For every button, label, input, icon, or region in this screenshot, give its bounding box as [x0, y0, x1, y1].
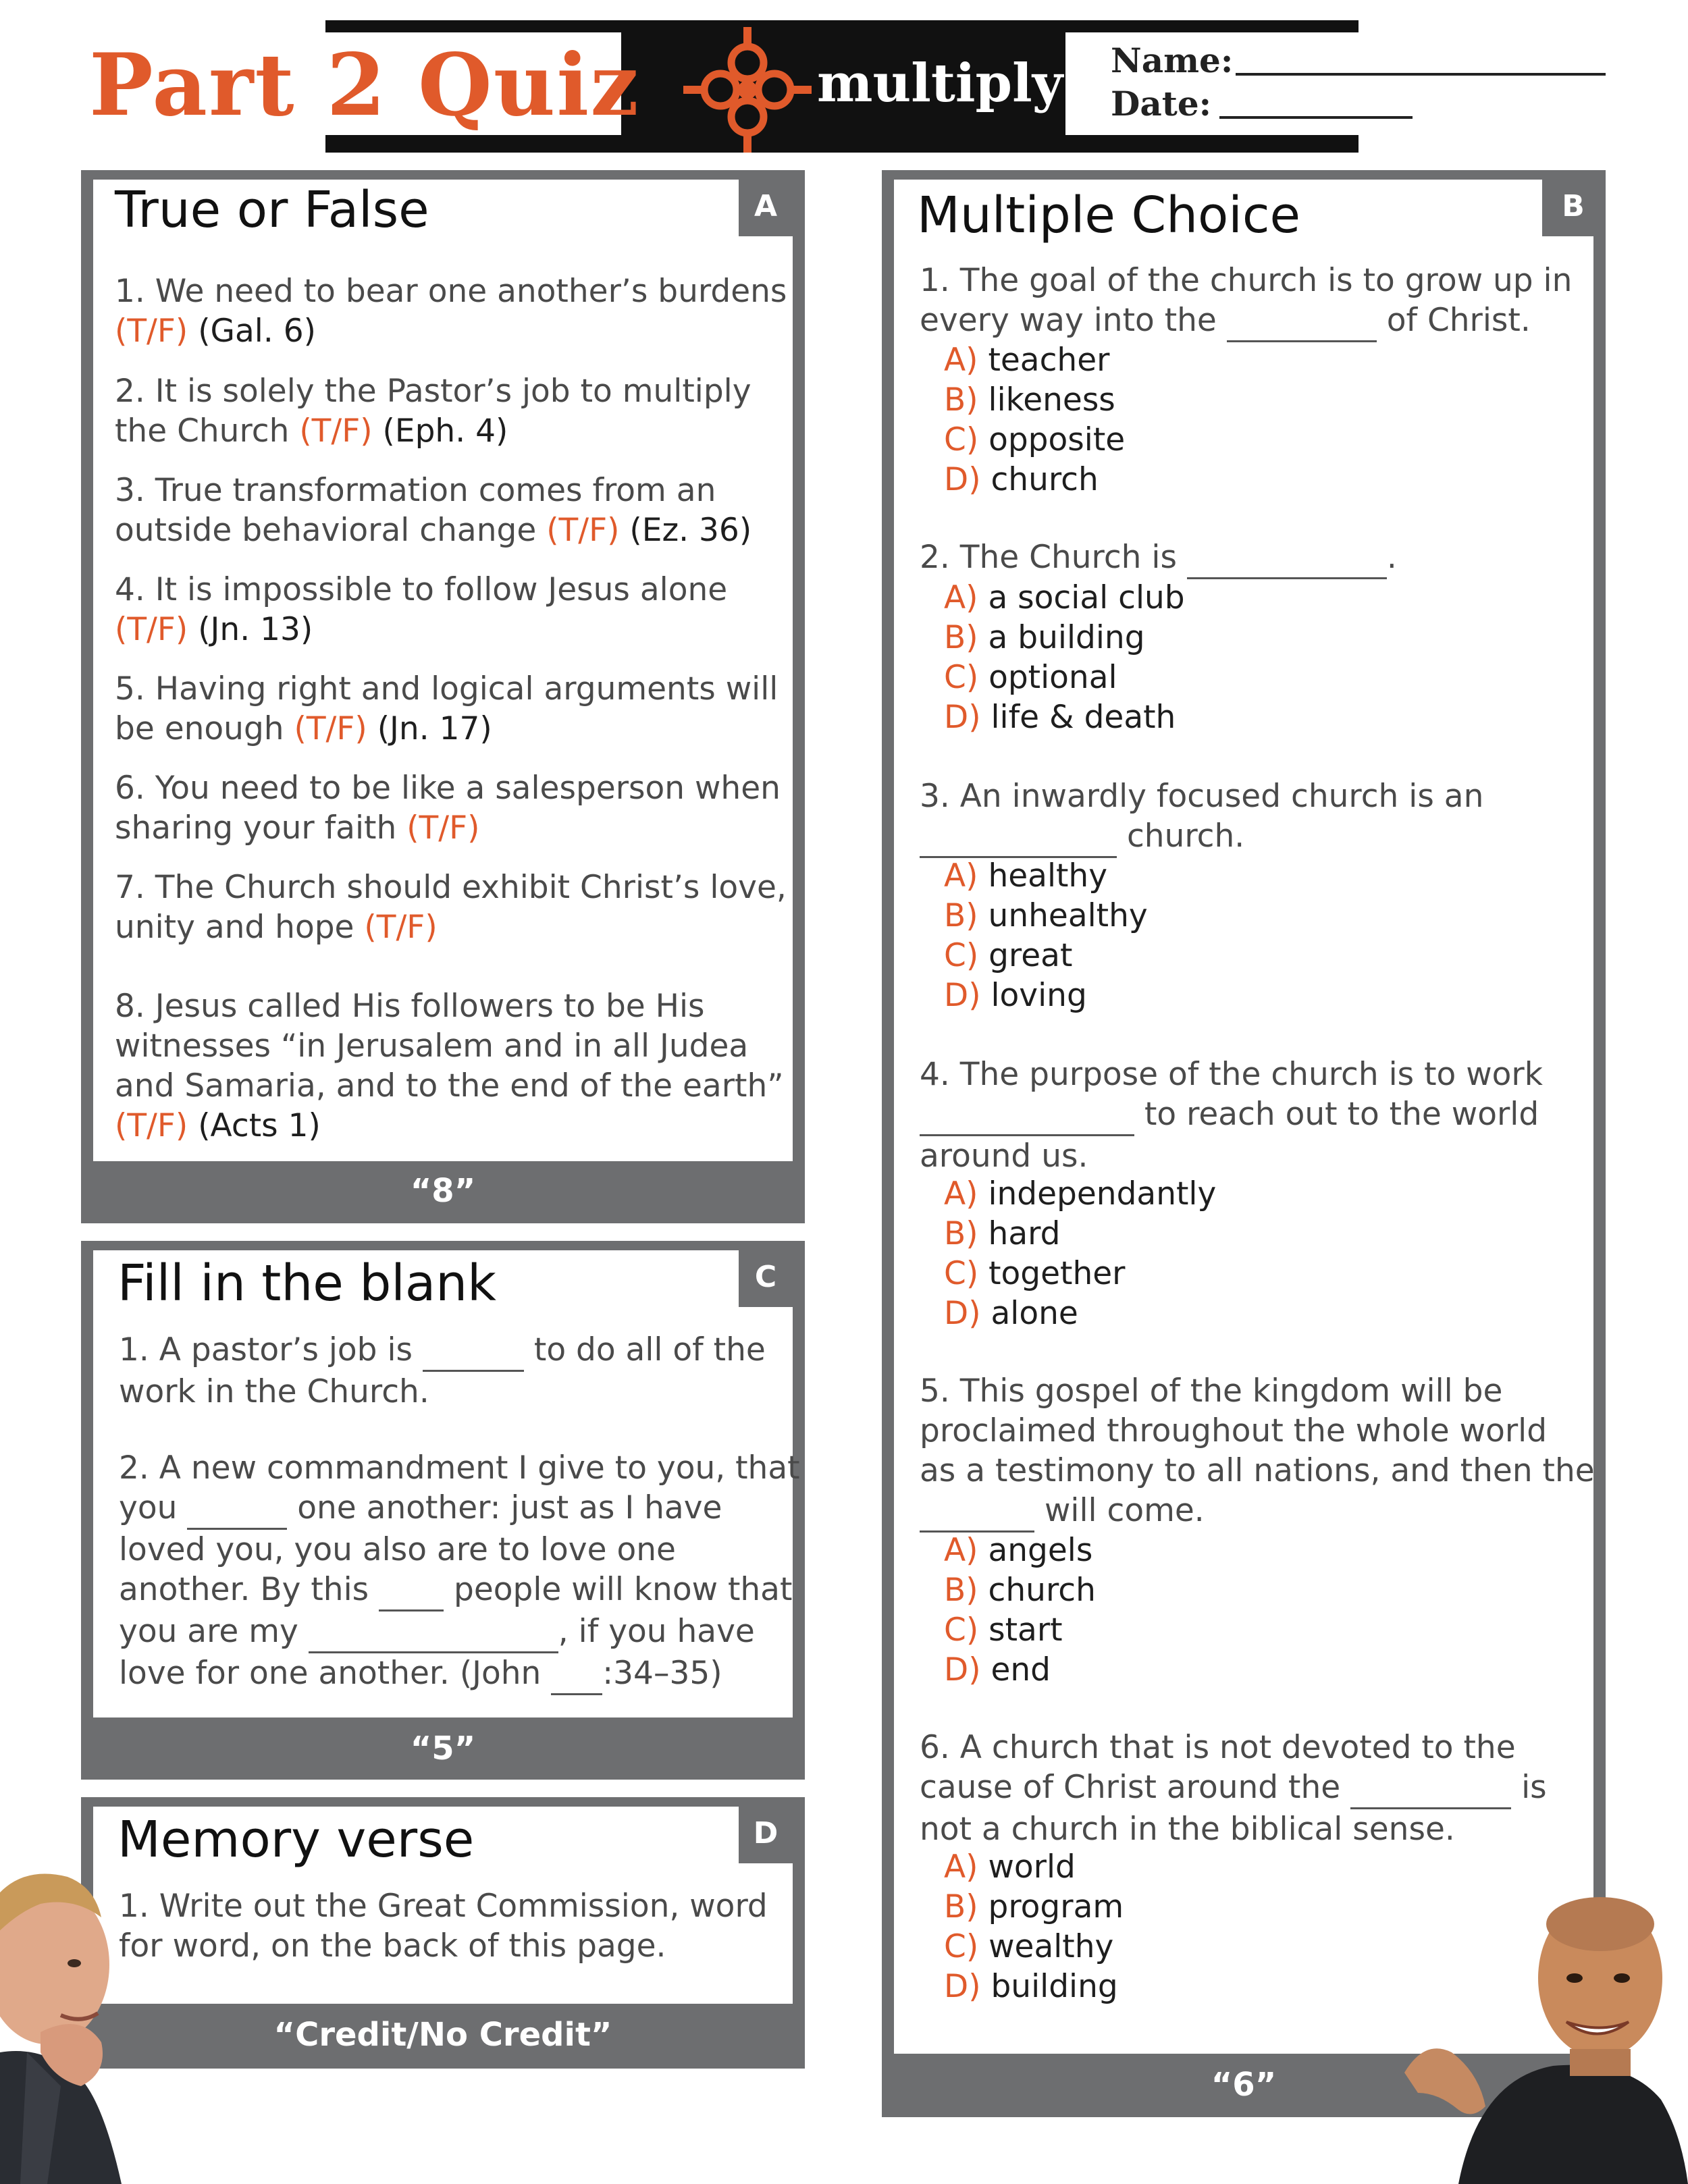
blank-field[interactable] [187, 1488, 287, 1530]
blank-field[interactable] [1227, 300, 1377, 342]
true-false-score: “8” [410, 1172, 476, 1210]
tf-question-3: 3. True transformation comes from an outside behavioral change (T/F) (Ez. 36) [115, 472, 752, 549]
tf-answer-5[interactable]: (T/F) [294, 710, 367, 747]
tf-question-2: 2. It is solely the Pastor’s job to multiply the Church (T/F) (Eph. 4) [115, 373, 751, 450]
multiple-choice-score: “6” [1211, 2066, 1277, 2104]
option-d[interactable]: D) loving [944, 977, 1087, 1014]
blank-field[interactable] [920, 816, 1117, 858]
option-d[interactable]: D) building [944, 1968, 1118, 2005]
option-d[interactable]: D) church [944, 461, 1099, 498]
blank-field[interactable] [379, 1570, 444, 1612]
mc-question-5: 5. This gospel of the kingdom will be proclaimed throughout the whole world as a testimony to all nations, and then the will come. [920, 1371, 1595, 1533]
multiply-logo-icon [683, 26, 812, 154]
memory-score: “Credit/No Credit” [273, 2016, 612, 2054]
mc-question-4: 4. The purpose of the church is to work to reach out to the world around us. [920, 1056, 1543, 1175]
mc-question-6: 6. A church that is not devoted to the cause of Christ around the is not a church in the biblical sense. [920, 1729, 1547, 1848]
option-c[interactable]: C) together [944, 1255, 1126, 1292]
option-c[interactable]: C) wealthy [944, 1928, 1114, 1965]
option-b[interactable]: B) unhealthy [944, 897, 1148, 934]
multiple-choice-title: Multiple Choice [917, 186, 1301, 244]
blank-field[interactable] [423, 1330, 524, 1372]
tf-answer-6[interactable]: (T/F) [406, 809, 480, 847]
mc-question-1: 1. The goal of the church is to grow up in every way into the of Christ. [920, 261, 1572, 342]
tf-answer-4[interactable]: (T/F) [115, 611, 188, 648]
blank-field[interactable] [1187, 537, 1387, 579]
tf-answer-1[interactable]: (T/F) [115, 313, 188, 350]
option-b[interactable]: B) program [944, 1888, 1124, 1925]
mc-question-3: 3. An inwardly focused church is an church. [920, 776, 1483, 858]
mc-options-2 [944, 578, 1185, 737]
option-a[interactable]: A) teacher [944, 342, 1110, 379]
section-tag-b: B [1542, 177, 1604, 236]
blank-field[interactable] [551, 1653, 602, 1695]
tf-question-7: 7. The Church should exhibit Christ’s love, unity and hope (T/F) [115, 869, 787, 946]
tf-answer-3[interactable]: (T/F) [546, 512, 620, 549]
option-a[interactable]: A) independantly [944, 1175, 1217, 1213]
option-d[interactable]: D) life & death [944, 699, 1176, 736]
tf-answer-2[interactable]: (T/F) [299, 412, 373, 450]
option-c[interactable]: C) opposite [944, 421, 1126, 458]
option-b[interactable]: B) likeness [944, 381, 1115, 419]
mc-options-4 [944, 1174, 1216, 1333]
option-a[interactable]: A) healthy [944, 857, 1108, 895]
logo-text: multiply [817, 53, 1063, 114]
date-field[interactable] [1219, 116, 1413, 119]
mc-options-5 [944, 1530, 1096, 1690]
fill-blank-title: Fill in the blank [117, 1254, 496, 1312]
tf-question-6: 6. You need to be like a salesperson when sharing your faith (T/F) [115, 770, 781, 847]
fill-blank-score: “5” [410, 1730, 476, 1767]
option-c[interactable]: C) great [944, 937, 1073, 974]
section-tag-a: A [739, 177, 793, 236]
tf-question-4: 4. It is impossible to follow Jesus alone (T/F) (Jn. 13) [115, 571, 728, 648]
option-a[interactable]: A) a social club [944, 579, 1185, 616]
option-a[interactable]: A) angels [944, 1532, 1093, 1569]
person-photo-right [1377, 1877, 1688, 2184]
blank-field[interactable] [1350, 1767, 1511, 1809]
person-photo-left [0, 1850, 155, 2184]
mc-options-6 [944, 1847, 1124, 2006]
date-label: Date: [1111, 84, 1212, 124]
option-a[interactable]: A) world [944, 1848, 1076, 1886]
mc-question-2: 2. The Church is . [920, 537, 1397, 579]
blank-field[interactable] [920, 1094, 1134, 1136]
tf-answer-7[interactable]: (T/F) [364, 909, 438, 946]
name-label: Name: [1111, 41, 1234, 80]
name-field[interactable] [1236, 73, 1606, 76]
memory-title: Memory verse [117, 1811, 475, 1869]
memory-question: 1. Write out the Great Commission, word for word, on the back of this page. [119, 1888, 768, 1965]
tf-question-5: 5. Having right and logical arguments will be enough (T/F) (Jn. 17) [115, 670, 779, 747]
option-d[interactable]: D) end [944, 1651, 1051, 1688]
tf-question-8: 8. Jesus called His followers to be His witnesses “in Jerusalem and in all Judea and Samaria, and to the end of the earth” (T/F) (Acts 1) [115, 988, 784, 1144]
tf-question-1: 1. We need to bear one another’s burdens (T/F) (Gal. 6) [115, 273, 787, 350]
option-b[interactable]: B) a building [944, 619, 1145, 656]
tf-answer-8[interactable]: (T/F) [115, 1107, 188, 1144]
fill-question-1: 1. A pastor’s job is to do all of the work in the Church. [119, 1331, 766, 1410]
blank-field[interactable] [920, 1491, 1034, 1533]
option-c[interactable]: C) optional [944, 659, 1117, 696]
true-false-title: True or False [115, 181, 429, 239]
mc-options-3 [944, 856, 1148, 1015]
option-b[interactable]: B) church [944, 1572, 1096, 1609]
option-d[interactable]: D) alone [944, 1295, 1078, 1332]
section-tag-c: C [739, 1248, 793, 1307]
page-title: Part 2 Quiz [89, 35, 640, 135]
option-b[interactable]: B) hard [944, 1215, 1061, 1252]
fill-question-2: 2. A new commandment I give to you, that you one another: just as I have loved you, you also are to love one another. By this people will know that you are my , if you have love for one another. (John :34–35) [119, 1448, 800, 1695]
blank-field[interactable] [309, 1612, 558, 1653]
section-tag-d: D [739, 1804, 793, 1863]
mc-options-1 [944, 340, 1125, 500]
option-c[interactable]: C) start [944, 1612, 1063, 1649]
